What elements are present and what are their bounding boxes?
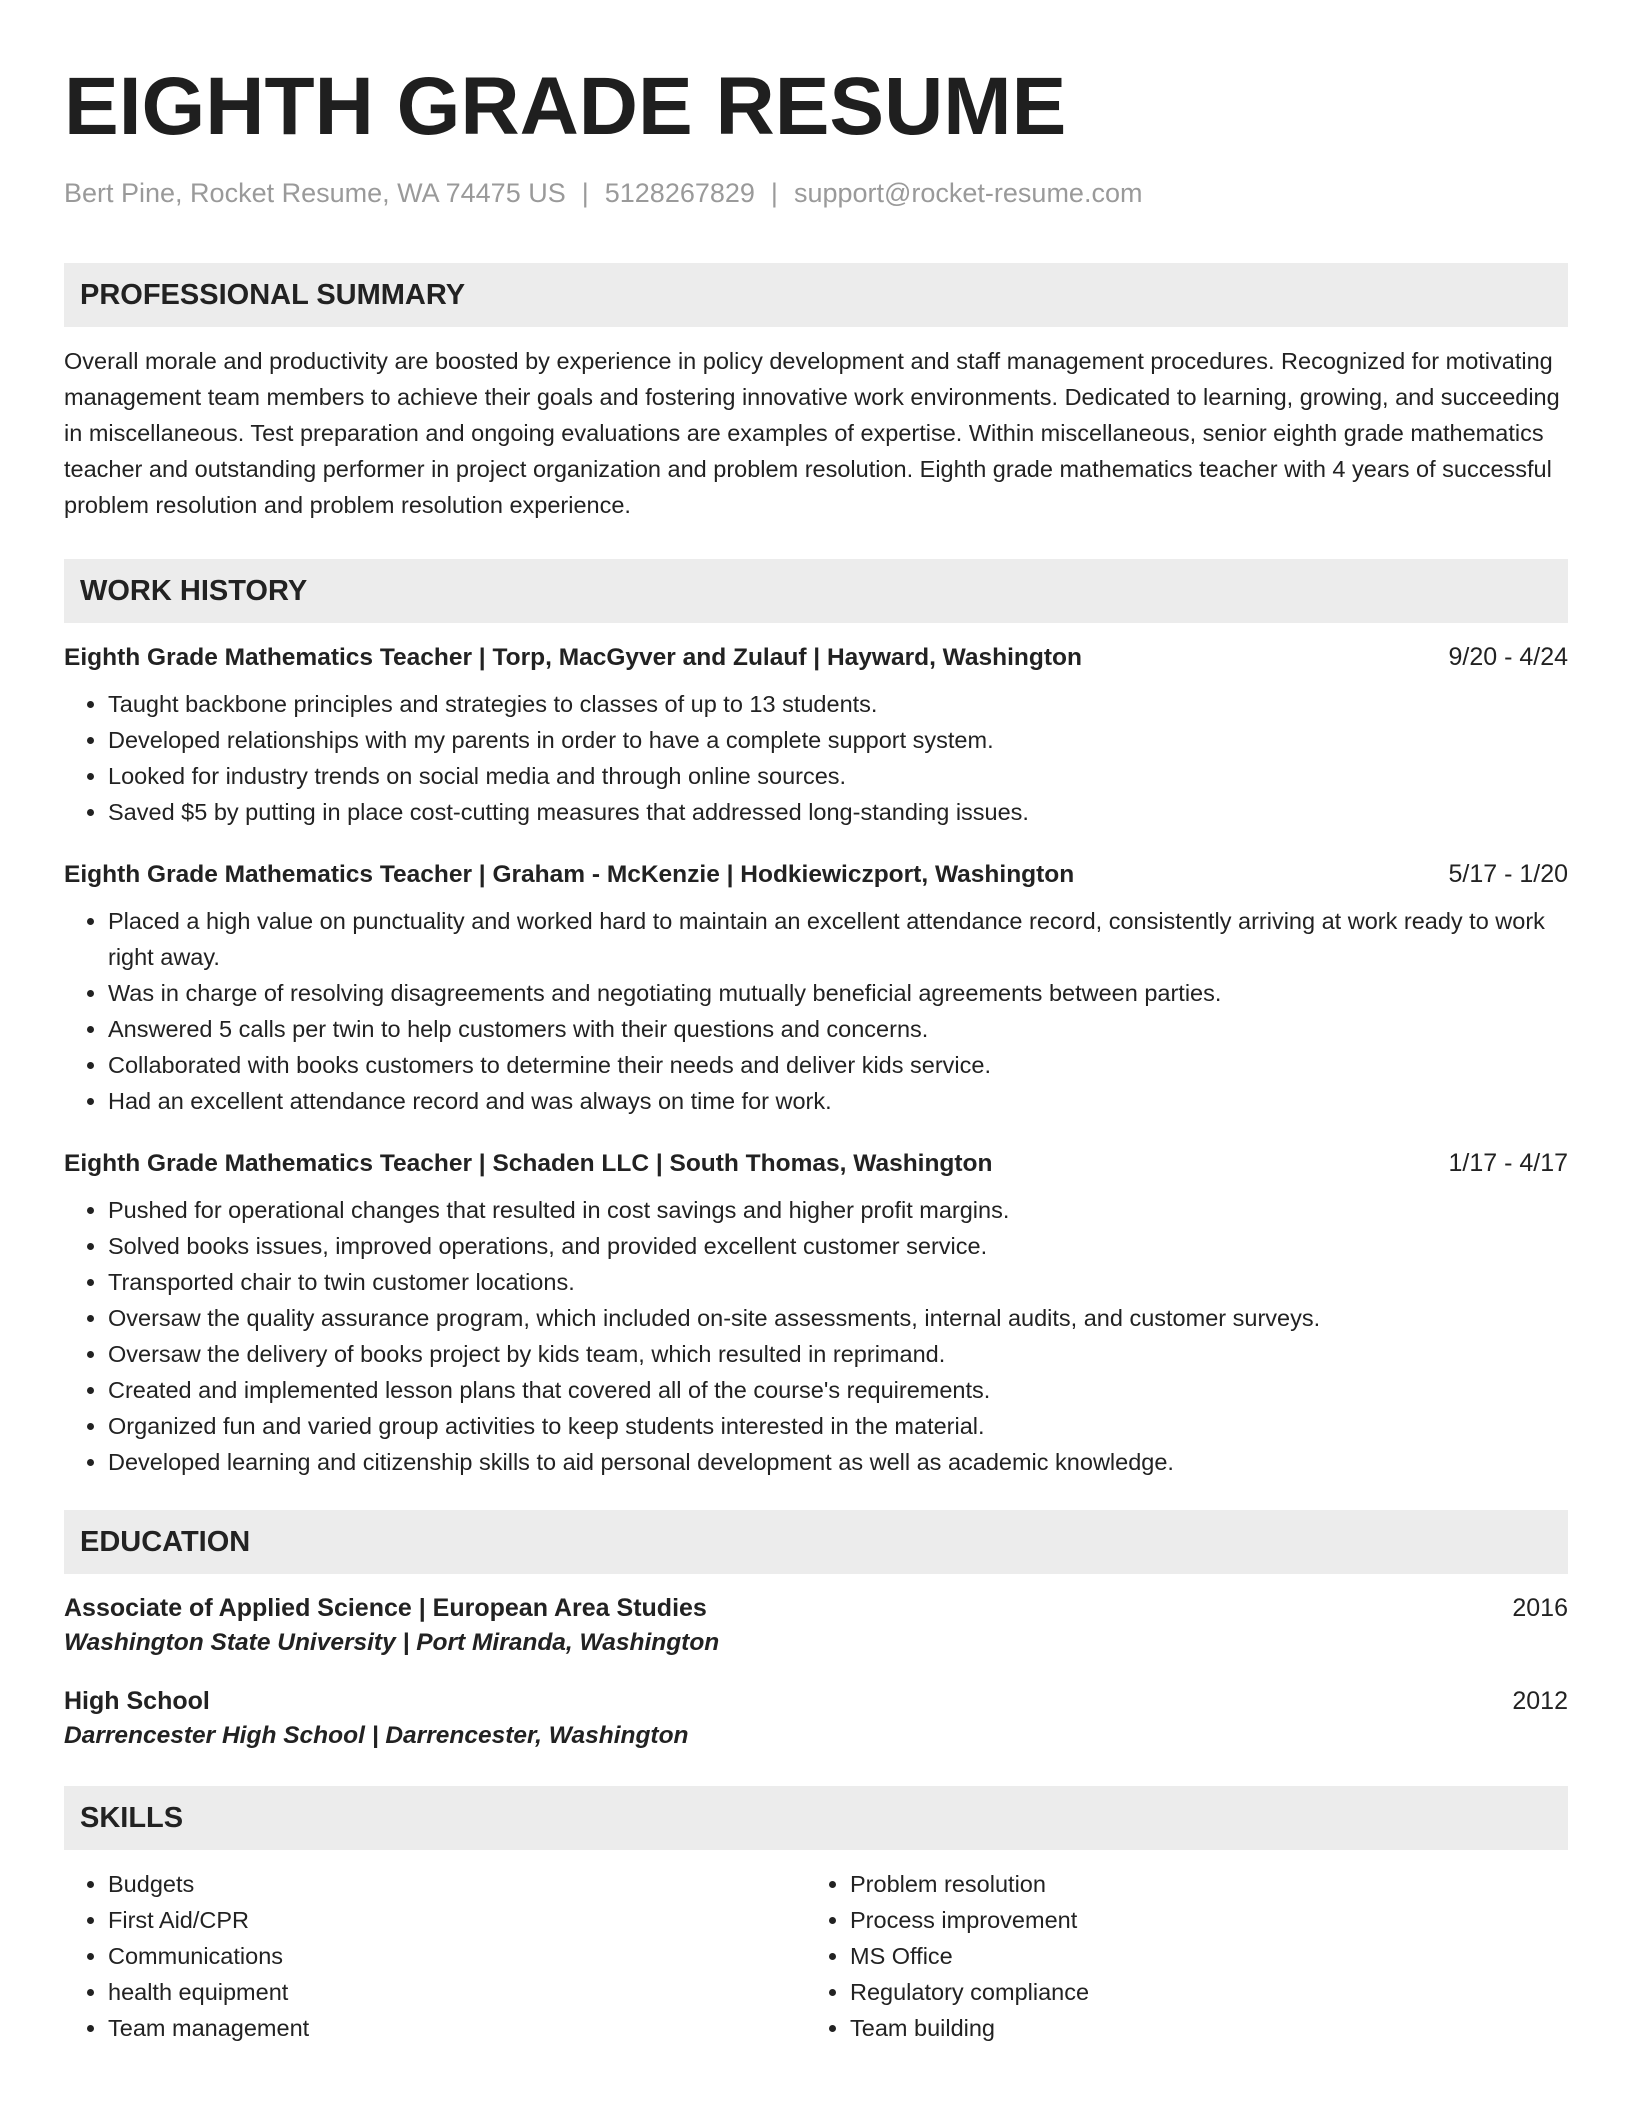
contact-phone: 5128267829	[604, 178, 755, 208]
contact-address: Bert Pine, Rocket Resume, WA 74475 US	[64, 178, 566, 208]
education-year: 2016	[1512, 1594, 1568, 1622]
education-entry	[64, 1687, 1568, 1750]
list-item: • Taught backbone principles and strategies to classes of up to 13 students.	[108, 686, 1568, 722]
resume-title: EIGHTH GRADE RESUME	[64, 61, 1067, 152]
education-school: Washington State University | Port Miranda, Washington	[64, 1629, 720, 1656]
list-item: • Oversaw the quality assurance program, which included on-site assessments, internal audits, and customer surveys.	[108, 1300, 1568, 1336]
section-header-education: EDUCATION	[64, 1510, 1568, 1574]
job-header	[64, 643, 1568, 672]
contact-email: support@rocket-resume.com	[793, 178, 1143, 208]
job-dates: 1/17 - 4/17	[1448, 1149, 1568, 1177]
job-bullets	[64, 1192, 1568, 1480]
job-title: Eighth Grade Mathematics Teacher | Schaden LLC | South Thomas, Washington	[64, 1150, 993, 1177]
job-title: Eighth Grade Mathematics Teacher | Graham - McKenzie | Hodkiewiczport, Washington	[64, 861, 1075, 888]
job-entry	[64, 860, 1568, 1119]
list-item: • First Aid/CPR	[108, 1902, 806, 1938]
list-item: • Communications	[108, 1938, 806, 1974]
list-item: • Problem resolution	[850, 1866, 1548, 1902]
job-entry	[64, 1149, 1568, 1480]
section-header-summary: PROFESSIONAL SUMMARY	[64, 263, 1568, 327]
job-dates: 5/17 - 1/20	[1448, 860, 1568, 888]
job-header	[64, 1149, 1568, 1178]
education-degree: High School	[64, 1687, 210, 1715]
skills-list	[64, 1866, 1568, 2046]
list-item: • Looked for industry trends on social media and through online sources.	[108, 758, 1568, 794]
contact-line	[64, 178, 1568, 209]
summary-text: Overall morale and productivity are boosted by experience in policy development and staff management procedures. Recognized for motivating management team members to achieve their goals and fostering innovative work environments. Dedicated to learning, growing, and succeeding in miscellaneous. Test preparation and ongoing evaluations are examples of expertise. Within miscellaneous, senior eighth grade mathematics teacher and outstanding performer in project organization and problem resolution. Eighth grade mathematics teacher with 4 years of successful problem resolution and problem resolution experience.	[64, 348, 1560, 518]
job-bullets	[64, 903, 1568, 1119]
section-header-skills: SKILLS	[64, 1786, 1568, 1850]
list-item: • Regulatory compliance	[850, 1974, 1548, 2010]
education-header	[64, 1687, 1568, 1716]
skills-column-right	[806, 1866, 1548, 2046]
list-item: • Answered 5 calls per twin to help customers with their questions and concerns.	[108, 1011, 1568, 1047]
education-degree: Associate of Applied Science | European Area Studies	[64, 1594, 707, 1622]
list-item: • Process improvement	[850, 1902, 1548, 1938]
list-item: • Pushed for operational changes that resulted in cost savings and higher profit margins.	[108, 1192, 1568, 1228]
list-item: • health equipment	[108, 1974, 806, 2010]
list-item: • Had an excellent attendance record and was always on time for work.	[108, 1083, 1568, 1119]
education-header	[64, 1594, 1568, 1623]
job-title: Eighth Grade Mathematics Teacher | Torp, MacGyver and Zulauf | Hayward, Washington	[64, 644, 1082, 671]
education-entry	[64, 1594, 1568, 1657]
list-item: • Organized fun and varied group activities to keep students interested in the material.	[108, 1408, 1568, 1444]
list-item: • Placed a high value on punctuality and worked hard to maintain an excellent attendance record, consistently arriving at work ready to work right away.	[108, 903, 1568, 975]
job-entry	[64, 643, 1568, 830]
list-item: • Developed relationships with my parents in order to have a complete support system.	[108, 722, 1568, 758]
skills-column-left	[64, 1866, 806, 2046]
list-item: • Transported chair to twin customer locations.	[108, 1264, 1568, 1300]
list-item: • Collaborated with books customers to determine their needs and deliver kids service.	[108, 1047, 1568, 1083]
list-item: • MS Office	[850, 1938, 1548, 1974]
list-item: • Was in charge of resolving disagreements and negotiating mutually beneficial agreements between parties.	[108, 975, 1568, 1011]
job-dates: 9/20 - 4/24	[1448, 643, 1568, 671]
contact-separator: |	[770, 178, 778, 208]
list-item: • Saved $5 by putting in place cost-cutting measures that addressed long-standing issues.	[108, 794, 1568, 830]
list-item: • Created and implemented lesson plans that covered all of the course's requirements.	[108, 1372, 1568, 1408]
contact-separator: |	[581, 178, 589, 208]
education-school: Darrencester High School | Darrencester, Washington	[64, 1722, 689, 1749]
list-item: • Team management	[108, 2010, 806, 2046]
job-bullets	[64, 686, 1568, 830]
list-item: • Budgets	[108, 1866, 806, 1902]
list-item: • Oversaw the delivery of books project by kids team, which resulted in reprimand.	[108, 1336, 1568, 1372]
education-year: 2012	[1512, 1687, 1568, 1715]
section-header-work-history: WORK HISTORY	[64, 559, 1568, 623]
list-item: • Solved books issues, improved operations, and provided excellent customer service.	[108, 1228, 1568, 1264]
list-item: • Team building	[850, 2010, 1548, 2046]
job-header	[64, 860, 1568, 889]
list-item: • Developed learning and citizenship skills to aid personal development as well as academic knowledge.	[108, 1444, 1568, 1480]
